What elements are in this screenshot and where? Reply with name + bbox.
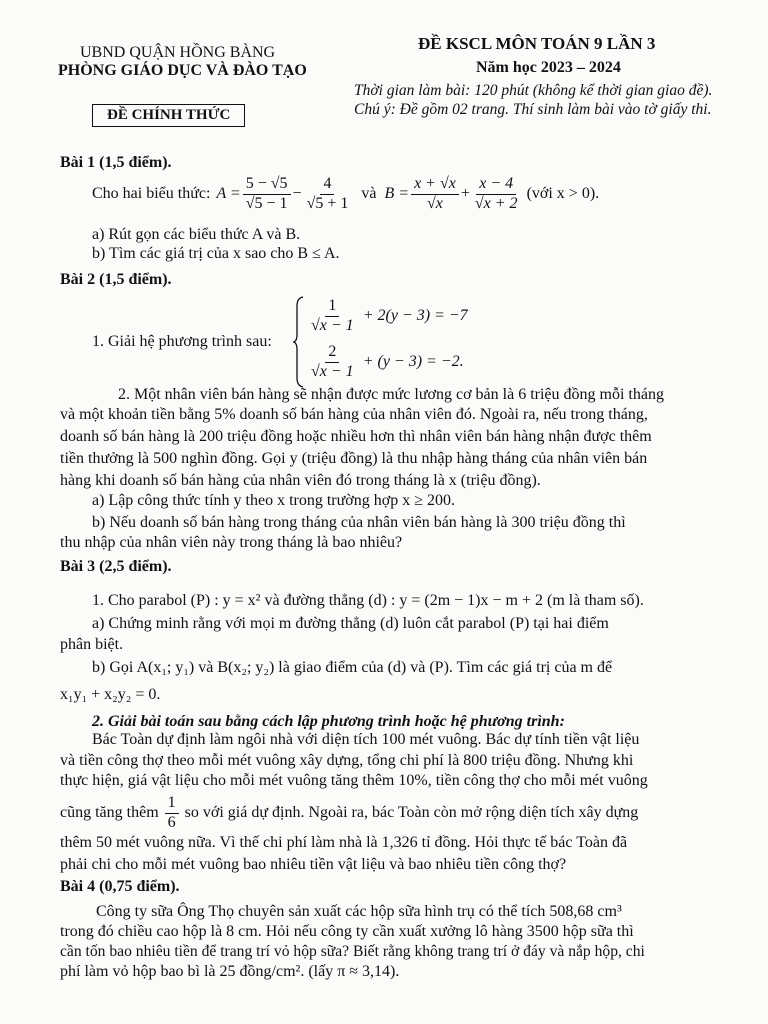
bai1-formula: Cho hai biểu thức: A = $\frac{5 - √5}{√5 - 1}$ − $\frac{4}{√5 + 1}$ và B = $\frac{x + √x}{√x}$ + $\frac{x - 4}{√x + 2}$ (với x > 0).	[92, 175, 600, 212]
bai3-a-cont: phân biệt.	[60, 636, 124, 653]
bai1-title: Bài 1 (1,5 điểm).	[60, 154, 172, 171]
bai1-a: a) Rút gọn các biểu thức A và B.	[92, 226, 301, 243]
bai3-title: Bài 3 (2,5 điểm).	[60, 558, 172, 575]
bai1-cond: (với x > 0).	[526, 185, 600, 203]
bai3-p2-line: Bác Toàn dự định làm ngôi nhà với diện tích 100 mét vuông. Bác dự tính tiền vật liệu	[92, 731, 640, 748]
bai2-p2-line: và một khoản tiền bằng 5% doanh số bán hàng của nhân viên đó. Ngoài ra, nếu trong tháng,	[60, 406, 648, 423]
bai3-p2-line: thêm 50 mét vuông nữa. Vì thế chi phí làm nhà là 1,326 tỉ đồng. Hỏi thực tế bác Toàn đã	[60, 834, 628, 851]
bai3-p2-line: phải chi cho mỗi mét vuông bao nhiêu tiền vật liệu và bao nhiêu tiền công thợ?	[60, 856, 567, 873]
bai2-p2-line: tiền thưởng là 500 nghìn đồng. Gọi y (triệu đồng) là thu nhập hàng tháng của nhân viên bán	[60, 450, 648, 467]
official-box: ĐỀ CHÍNH THỨC	[92, 104, 245, 127]
bai4-line: cần tốn bao nhiêu tiền để trang trí vỏ hộp sữa? Biết rằng không trang trí ở đáy và nắp hộp, chi	[60, 943, 645, 960]
system-brace	[292, 296, 304, 388]
bai2-p2-line: hàng khi doanh số bán hàng của nhân viên đó trong tháng là x (triệu đồng).	[60, 472, 541, 489]
bai3-b-cond: x₁y₁ + x₂y₂ = 0.	[60, 686, 161, 703]
dept-line1: UBND QUẬN HỒNG BÀNG	[80, 44, 276, 61]
bai3-p1: 1. Cho parabol (P) : y = x² và đường thẳng (d) : y = (2m − 1)x − m + 2 (m là tham số).	[92, 592, 644, 609]
bai3-b: b) Gọi A(x₁; y₁) và B(x₂; y₂) là giao điểm của (d) và (P). Tìm các giá trị của m để	[92, 659, 613, 676]
bai1-and: và	[361, 185, 377, 203]
dept-line2: PHÒNG GIÁO DỤC VÀ ĐÀO TẠO	[58, 62, 307, 79]
bai4-title: Bài 4 (0,75 điểm).	[60, 878, 180, 895]
bai4-line: trong đó chiều cao hộp là 8 cm. Hỏi nếu công ty cần xuất xưởng lô hàng 3500 hộp sữa thì	[60, 923, 634, 940]
bai2-b: b) Nếu doanh số bán hàng trong tháng của nhân viên bán hàng là 300 triệu đồng thì	[92, 514, 626, 531]
eq2: $\frac{2}{√x - 1}$ + (y − 3) = −2.	[311, 343, 464, 380]
bai3-p2-line: và tiền công thợ theo mỗi mét vuông xây dựng, tổng chi phí là 800 triệu đồng. Nhưng khi	[60, 752, 634, 769]
page-note: Chú ý: Đề gồm 02 trang. Thí sinh làm bài vào tờ giấy thi.	[354, 101, 712, 118]
bai2-b-cont: thu nhập của nhân viên này trong tháng là bao nhiêu?	[60, 534, 403, 551]
bai3-p2-frac-line: cũng tăng thêm $\frac{1}{6}$ so với giá dự định. Ngoài ra, bác Toàn còn mở rộng diện tích xây dựng	[60, 794, 639, 831]
bai2-a: a) Lập công thức tính y theo x trong trường hợp x ≥ 200.	[92, 492, 455, 509]
bai3-p2-title: 2. Giải bài toán sau bằng cách lập phương trình hoặc hệ phương trình:	[92, 713, 565, 730]
bai2-title: Bài 2 (1,5 điểm).	[60, 271, 172, 288]
bai1-intro: Cho hai biểu thức:	[92, 185, 211, 203]
eq1: $\frac{1}{√x - 1}$ + 2(y − 3) = −7	[311, 297, 468, 334]
time-note: Thời gian làm bài: 120 phút (không kể thời gian giao đề).	[354, 82, 713, 99]
bai2-p2-line: 2. Một nhân viên bán hàng sẽ nhận được mức lương cơ bản là 6 triệu đồng mỗi tháng	[118, 386, 664, 403]
bai2-p1-label: 1. Giải hệ phương trình sau:	[92, 333, 272, 350]
bai3-a: a) Chứng minh rằng với mọi m đường thẳng (d) luôn cắt parabol (P) tại hai điểm	[92, 615, 609, 632]
exam-title: ĐỀ KSCL MÔN TOÁN 9 LẦN 3	[418, 34, 656, 53]
bai4-line: phí làm vỏ hộp bao bì là 25 đồng/cm². (lấy π ≈ 3,14).	[60, 963, 400, 980]
bai2-p2-line: doanh số bán hàng là 200 triệu đồng hoặc nhiều hơn thì nhân viên bán hàng nhận được thêm	[60, 428, 652, 445]
bai4-line: Công ty sữa Ông Thọ chuyên sản xuất các hộp sữa hình trụ có thể tích 508,68 cm³	[96, 903, 622, 920]
bai3-p2-line: thực hiện, giá vật liệu cho mỗi mét vuông tăng thêm 10%, tiền công thợ cho mỗi mét vuông	[60, 772, 648, 789]
school-year: Năm học 2023 – 2024	[476, 59, 621, 76]
bai1-b: b) Tìm các giá trị của x sao cho B ≤ A.	[92, 245, 340, 262]
